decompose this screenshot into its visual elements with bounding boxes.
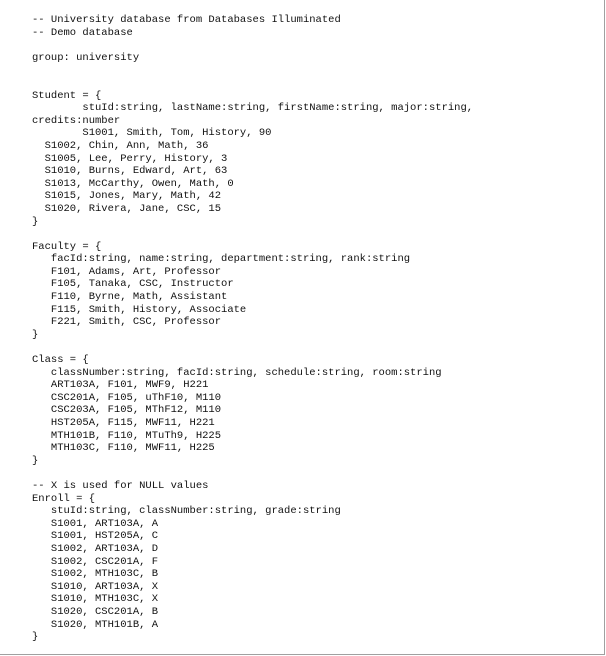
code-line bbox=[32, 467, 473, 480]
code-line: CSC203A, F105, MThF12, M110 bbox=[32, 404, 222, 417]
code-line: S1002, MTH103C, B bbox=[32, 568, 159, 581]
code-line: classNumber:string, facId:string, schedule:string, room:string bbox=[32, 366, 442, 379]
code-line: group: university bbox=[32, 51, 140, 64]
code-line: F115, Smith, History, Associate bbox=[32, 303, 247, 316]
code-line: ART103A, F101, MWF9, H221 bbox=[32, 379, 209, 392]
code-line: F221, Smith, CSC, Professor bbox=[32, 316, 222, 329]
code-line: Faculty = { bbox=[32, 240, 102, 253]
code-line: S1020, Rivera, Jane, CSC, 15 bbox=[32, 202, 222, 215]
code-line: S1020, MTH101B, A bbox=[32, 618, 159, 631]
code-line: S1010, ART103A, X bbox=[32, 580, 159, 593]
code-line: S1010, MTH103C, X bbox=[32, 593, 159, 606]
code-line: S1013, McCarthy, Owen, Math, 0 bbox=[32, 177, 234, 190]
code-line: S1010, Burns, Edward, Art, 63 bbox=[32, 165, 228, 178]
code-line: S1005, Lee, Perry, History, 3 bbox=[32, 152, 228, 165]
code-line bbox=[32, 39, 473, 52]
code-line: F101, Adams, Art, Professor bbox=[32, 265, 222, 278]
code-line: S1020, CSC201A, B bbox=[32, 605, 159, 618]
code-line: MTH101B, F110, MTuTh9, H225 bbox=[32, 429, 222, 442]
code-line: CSC201A, F105, uThF10, M110 bbox=[32, 391, 222, 404]
code-line: F110, Byrne, Math, Assistant bbox=[32, 291, 228, 304]
code-line: stuId:string, classNumber:string, grade:string bbox=[32, 505, 341, 518]
code-line: stuId:string, lastName:string, firstName:string, major:string, bbox=[32, 102, 474, 115]
code-line: } bbox=[32, 328, 39, 341]
code-line: S1001, HST205A, C bbox=[32, 530, 159, 543]
code-line: facId:string, name:string, department:string, rank:string bbox=[32, 253, 411, 266]
code-line bbox=[32, 228, 473, 241]
code-line: -- X is used for NULL values bbox=[32, 479, 209, 492]
code-listing bbox=[32, 14, 473, 644]
code-line: HST205A, F115, MWF11, H221 bbox=[32, 417, 215, 429]
code-line: credits:number bbox=[32, 114, 121, 127]
code-line: Enroll = { bbox=[32, 492, 96, 505]
code-line: S1002, Chin, Ann, Math, 36 bbox=[32, 139, 209, 152]
code-line: } bbox=[32, 631, 39, 644]
code-line: -- University database from Databases Illuminated bbox=[32, 14, 341, 26]
code-line: } bbox=[32, 454, 39, 467]
code-line: Student = { bbox=[32, 89, 102, 102]
code-line: S1015, Jones, Mary, Math, 42 bbox=[32, 190, 222, 203]
code-line bbox=[32, 77, 473, 90]
code-line: -- Demo database bbox=[32, 26, 133, 39]
code-line: } bbox=[32, 215, 39, 228]
code-line: S1001, ART103A, A bbox=[32, 517, 159, 530]
code-line: S1001, Smith, Tom, History, 90 bbox=[32, 127, 272, 140]
code-line: S1002, CSC201A, F bbox=[32, 555, 159, 568]
code-line: MTH103C, F110, MWF11, H225 bbox=[32, 442, 215, 455]
code-line bbox=[32, 64, 473, 77]
code-line: F105, Tanaka, CSC, Instructor bbox=[32, 278, 234, 291]
code-line bbox=[32, 341, 473, 354]
code-line: Class = { bbox=[32, 354, 89, 367]
code-line: S1002, ART103A, D bbox=[32, 542, 159, 555]
